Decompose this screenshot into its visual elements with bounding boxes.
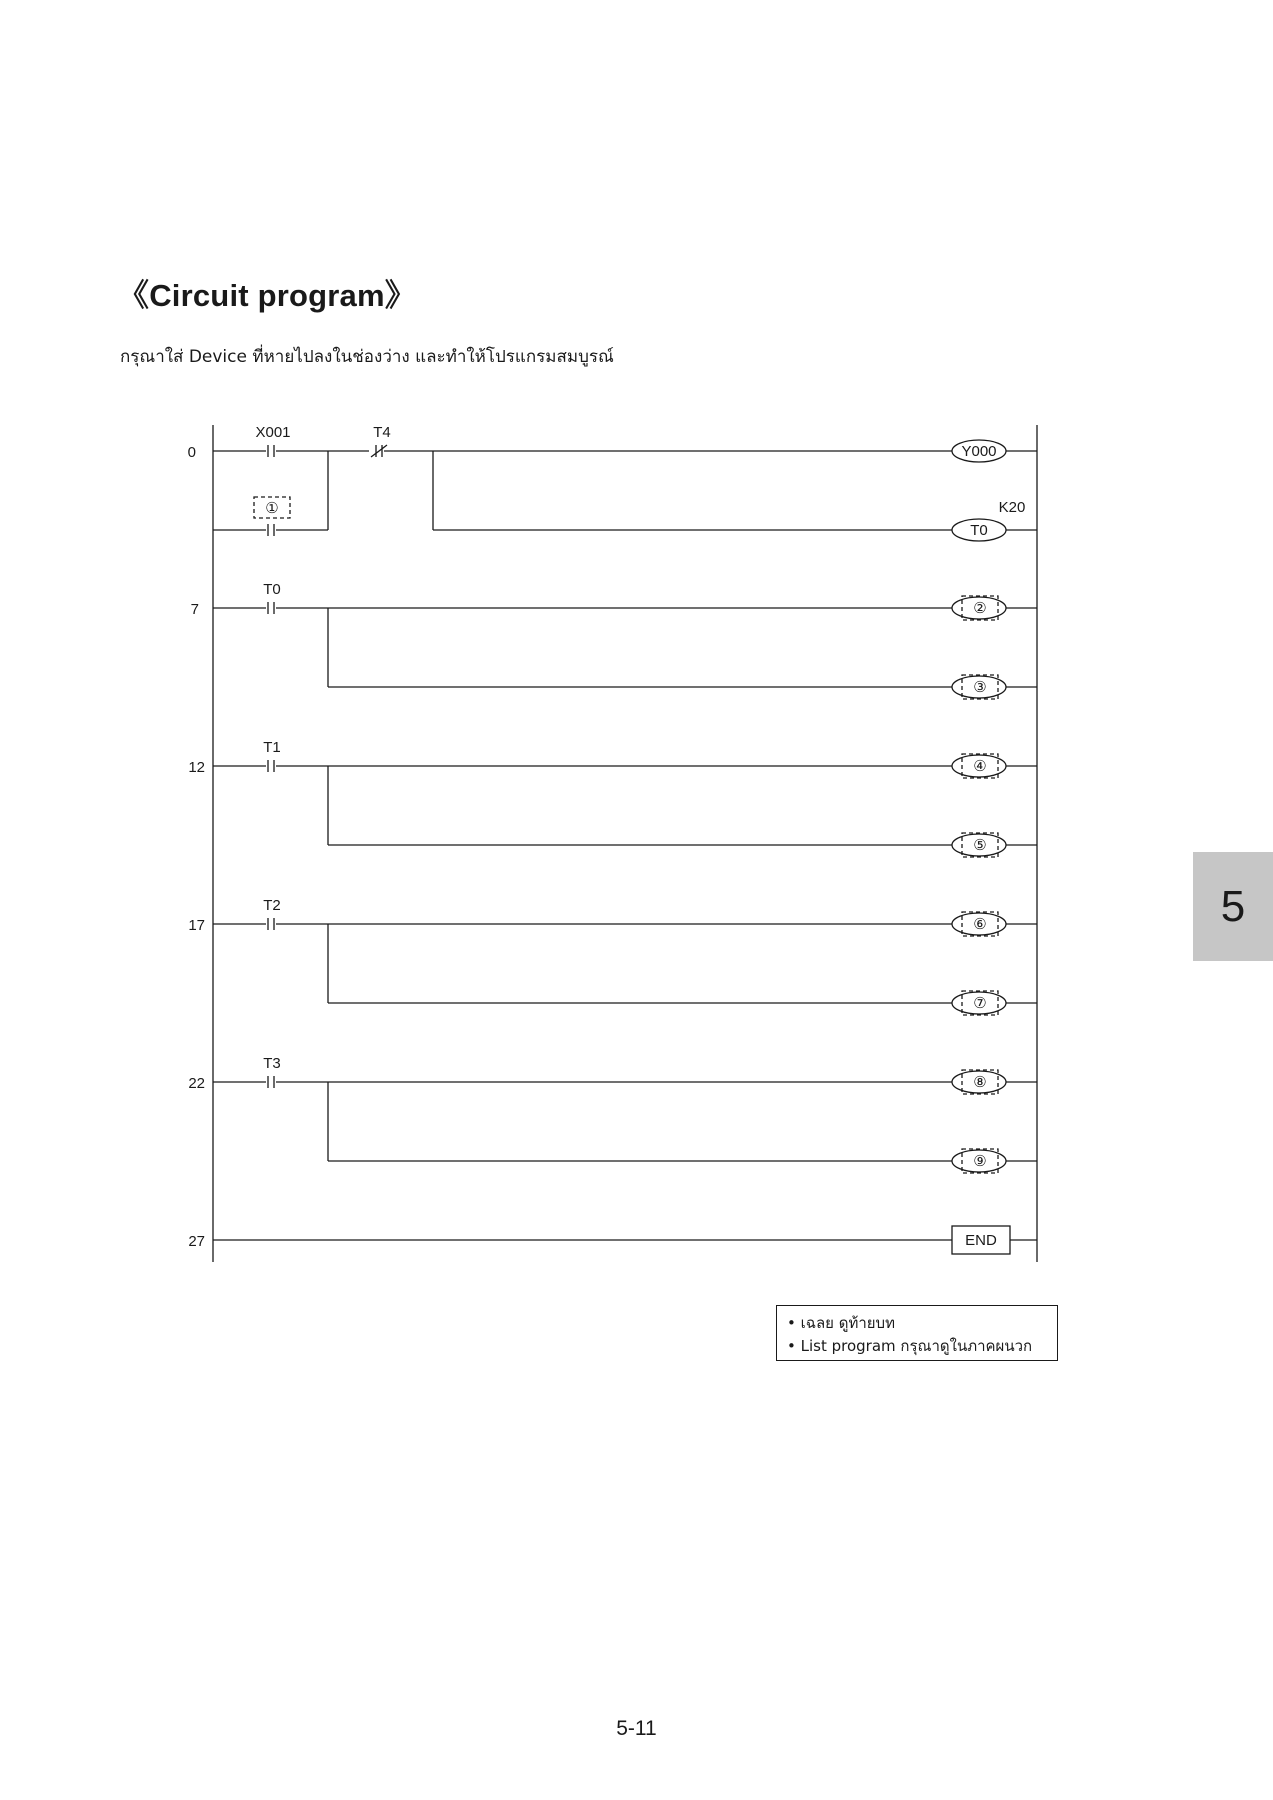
contact-label-t3: T3 [263, 1055, 281, 1072]
contact-label-t4: T4 [373, 424, 391, 441]
chapter-number: 5 [1220, 881, 1246, 931]
contact-label-t1: T1 [263, 739, 281, 756]
contact-label-x001: X001 [255, 424, 291, 441]
page-number: 5-11 [616, 1717, 657, 1740]
coil-blank-label: ⑦ [973, 995, 987, 1012]
instruction-text: กรุณาใส่ Device ที่หายไปลงในช่องว่าง และทำให้โปรแกรมสมบูรณ์ [120, 347, 614, 367]
timer-setting-k20: K20 [998, 499, 1026, 516]
coil-label-y000: Y000 [961, 443, 997, 460]
step-number: 12 [188, 759, 205, 776]
note-list-program: • List program กรุณาดูในภาคผนวก [787, 1337, 1033, 1355]
coil-blank-label: ⑤ [973, 837, 987, 854]
coil-blank-label: ③ [973, 679, 987, 696]
coil-blank-label: ⑧ [973, 1074, 987, 1091]
blank-1-label: ① [265, 500, 279, 517]
page-title: 《Circuit program》 [118, 278, 416, 313]
coil-label-t0: T0 [970, 522, 988, 539]
step-number: 7 [190, 601, 199, 618]
step-number: 0 [187, 444, 196, 461]
coil-blank-label: ④ [973, 758, 987, 775]
chapter-tab [1193, 852, 1273, 961]
step-number: 27 [188, 1233, 205, 1250]
coil-blank-label: ⑨ [973, 1153, 987, 1170]
contact-label-t2: T2 [263, 897, 281, 914]
notes-box [776, 1305, 1058, 1361]
note-answer: • เฉลย ดูท้ายบท [787, 1314, 895, 1332]
step-number: 17 [188, 917, 205, 934]
end-instruction-label: END [965, 1232, 997, 1249]
step-number: 22 [188, 1075, 205, 1092]
coil-blank-label: ⑥ [973, 916, 987, 933]
contact-label-t0: T0 [263, 581, 281, 598]
coil-blank-label: ② [973, 600, 987, 617]
